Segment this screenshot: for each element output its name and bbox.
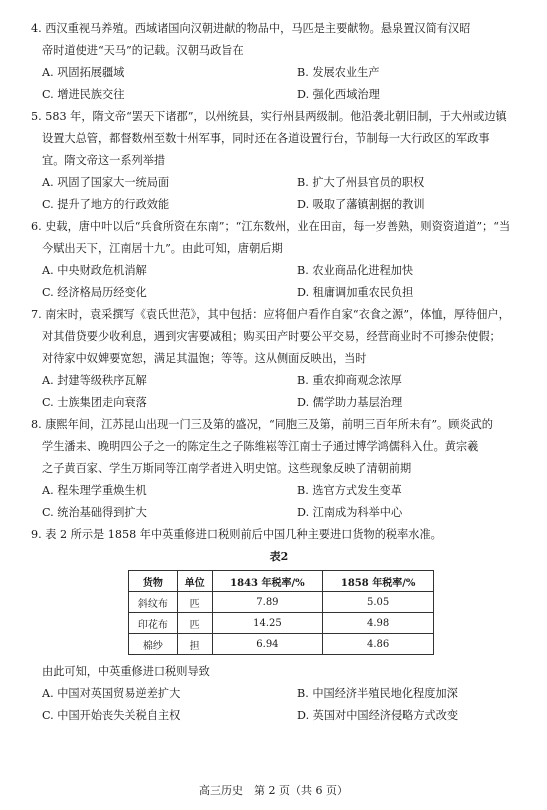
page-footer: 高三历史 第 2 页（共 6 页）: [199, 784, 348, 797]
answer-option-d[interactable]: D. 吸取了藩镇割据的教训: [297, 198, 425, 211]
answer-option-c[interactable]: C. 士族集团走向衰落: [42, 396, 147, 409]
table-cell: 4.86: [323, 634, 434, 655]
answer-options: [31, 370, 527, 414]
question-stem-continued: 学生潘耒、晚明四公子之一的陈定生之子陈维崧等江南士子通过博学鸿儒科入仕。黄宗羲: [42, 440, 479, 453]
table-cell: 5.05: [323, 592, 434, 613]
question-7: [31, 304, 527, 414]
answer-option-d[interactable]: D. 江南成为科举中心: [297, 506, 403, 519]
question-stem: 9. 表 2 所示是 1858 年中英重修进口税则前后中国几种主要进口货物的税率水准。: [31, 528, 442, 541]
answer-option-a[interactable]: A. 巩固了国家大一统局面: [42, 176, 170, 189]
question-5: [31, 106, 527, 216]
question-stem-continued: 设置大总管，都督数州至数十州军事，同时还在各道设置行台，节制每一大行政区的军政事: [42, 132, 490, 145]
answer-option-a[interactable]: A. 中国对英国贸易逆差扩大: [42, 687, 181, 700]
table-cell: 棉纱: [129, 634, 178, 655]
answer-options: [31, 683, 527, 727]
answer-option-c[interactable]: C. 中国开始丧失关税自主权: [42, 709, 181, 722]
table-header-row: [129, 571, 434, 592]
question-8: [31, 414, 527, 524]
answer-option-a[interactable]: A. 中央财政危机消解: [42, 264, 147, 277]
question-stem: 6. 史载，唐中叶以后“兵食所资在东南”；“江东数州，业在田亩，每一岁善熟，则资资道道”；“当: [31, 220, 511, 233]
question-stem: 4. 西汉重视马养殖。西域诸国向汉朝进献的物品中，马匹是主要献物。悬泉置汉简有汉昭: [31, 22, 471, 35]
table-title: 表2: [269, 550, 289, 563]
question-stem: 7. 南宋时，袁采撰写《袁氏世范》，其中包括：应将佃户看作自家“衣食之源”，体恤，厚待佃户，: [31, 308, 510, 321]
question-stem: 8. 康熙年间，江苏昆山出现一门三及第的盛况，“同胞三及第，前明三百年所未有”。顾炎武的: [31, 418, 493, 431]
table-cell: 14.25: [212, 613, 323, 634]
question-6: [31, 216, 527, 304]
answer-option-c[interactable]: C. 经济格局历经变化: [42, 286, 147, 299]
table-row: [129, 634, 434, 655]
table-cell: 匹: [177, 592, 212, 613]
table-cell: 担: [177, 634, 212, 655]
answer-options: [31, 62, 527, 106]
answer-option-b[interactable]: B. 中国经济半殖民地化程度加深: [297, 687, 458, 700]
question-stem-continued: 对待家中奴婢要宽恕，满足其温饱；等等。这从侧面反映出，当时: [42, 352, 367, 365]
question-stem-continued: 今赋出天下，江南居十九”。由此可知，唐朝后期: [42, 242, 283, 255]
answer-option-a[interactable]: A. 封建等级秩序瓦解: [42, 374, 147, 387]
table-cell: 斜纹布: [129, 592, 178, 613]
question-prompt: 由此可知，中英重修进口税则导致: [42, 665, 210, 678]
tariff-table: [128, 570, 434, 655]
table-header-cell: 1858 年税率/%: [323, 571, 434, 592]
answer-option-c[interactable]: C. 增进民族交往: [42, 88, 125, 101]
answer-options: [31, 480, 527, 524]
answer-option-c[interactable]: C. 统治基础得到扩大: [42, 506, 147, 519]
answer-option-b[interactable]: B. 发展农业生产: [297, 66, 380, 79]
question-stem-continued: 宜。隋文帝这一系列举措: [42, 154, 166, 167]
table-header-cell: 单位: [177, 571, 212, 592]
answer-option-d[interactable]: D. 租庸调加重农民负担: [297, 286, 414, 299]
question-4: [31, 18, 527, 106]
question-stem-continued: 对其借贷要少收利息，遇到灾害要减租；购买田产时要公平交易，经营商业时不可掺杂使假；: [42, 330, 501, 343]
answer-option-c[interactable]: C. 提升了地方的行政效能: [42, 198, 170, 211]
answer-option-a[interactable]: A. 巩固拓展疆域: [42, 66, 125, 79]
table-row: [129, 592, 434, 613]
table-header-cell: 1843 年税率/%: [212, 571, 323, 592]
table-header-cell: 货物: [129, 571, 178, 592]
answer-options: [31, 260, 527, 304]
question-stem-continued: 帝时道使进“天马”的记载。汉朝马政旨在: [42, 44, 244, 57]
answer-option-d[interactable]: D. 强化西域治理: [297, 88, 380, 101]
table-row: [129, 613, 434, 634]
answer-option-b[interactable]: B. 重农抑商观念浓厚: [297, 374, 402, 387]
answer-option-b[interactable]: B. 扩大了州县官员的职权: [297, 176, 425, 189]
table-cell: 4.98: [323, 613, 434, 634]
exam-page: [31, 18, 527, 727]
question-stem: 5. 583 年，隋文帝“罢天下诸郡”，以州统县，实行州县两级制。他沿袭北朝旧制，于大州或边镇: [31, 110, 507, 123]
table-cell: 印花布: [129, 613, 178, 634]
answer-option-b[interactable]: B. 选官方式发生变革: [297, 484, 402, 497]
answer-option-d[interactable]: D. 儒学助力基层治理: [297, 396, 403, 409]
table-cell: 6.94: [212, 634, 323, 655]
question-stem-continued: 之子黄百家、学生万斯同等江南学者进入明史馆。这些现象反映了清朝前期: [42, 462, 412, 475]
answer-option-a[interactable]: A. 程朱理学重焕生机: [42, 484, 147, 497]
table-cell: 7.89: [212, 592, 323, 613]
answer-option-d[interactable]: D. 英国对中国经济侵略方式改变: [297, 709, 459, 722]
table-cell: 匹: [177, 613, 212, 634]
answer-options: [31, 172, 527, 216]
answer-option-b[interactable]: B. 农业商品化进程加快: [297, 264, 414, 277]
question-9: [31, 524, 527, 727]
